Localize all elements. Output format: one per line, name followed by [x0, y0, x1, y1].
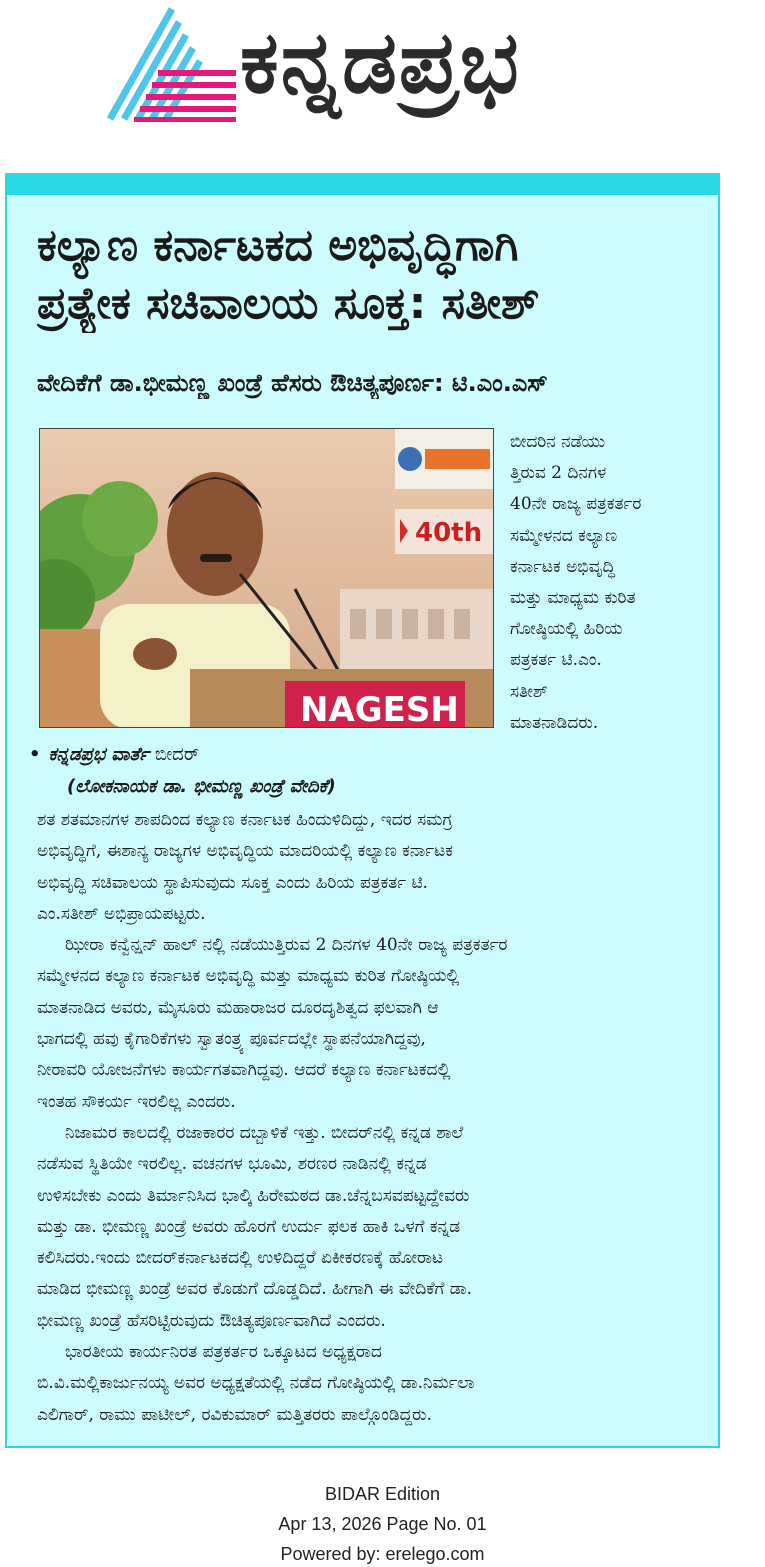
- podium-text: NAGESH: [300, 690, 459, 728]
- headline: [37, 217, 707, 333]
- caption-line: ಸಮ್ಮೇಳನದ ಕಲ್ಯಾಣ: [510, 525, 618, 546]
- byline: [29, 740, 199, 770]
- masthead-title: ಕನ್ನಡಪ್ರಭ: [240, 13, 521, 113]
- venue-line: (ಲೋಕನಾಯಕ ಡಾ. ಭೀಮಣ್ಣ ಖಂಡ್ರೆ ವೇದಿಕೆ): [67, 776, 336, 797]
- body-line: ಕಲಿಸಿದರು.ಇಂದು ಬೀದರ್‌ಕರ್ನಾಟಕದಲ್ಲಿ ಉಳಿದಿದ್ದರೆ ಏಕೀಕರಣಕ್ಕೆ ಹೋರಾಟ: [37, 1248, 444, 1269]
- body-line: ಎಂ.ಸತೀಶ್ ಅಭಿಪ್ರಾಯಪಟ್ಟರು.: [37, 903, 206, 924]
- body-line: ನಿಜಾಮರ ಕಾಲದಲ್ಲಿ ರಜಾಕಾರರ ದಬ್ಬಾಳಿಕೆ ಇತ್ತು. ಬೀದರ್‌ನಲ್ಲಿ ಕನ್ನಡ ಶಾಲೆ: [65, 1122, 464, 1143]
- speaker-photo-illustration: [40, 429, 494, 728]
- caption-line: ಕರ್ನಾಟಕ ಅಭಿವೃದ್ಧಿ: [510, 556, 616, 577]
- caption-line: 40ನೇ ರಾಜ್ಯ ಪತ್ರಕರ್ತರ: [510, 494, 642, 515]
- body-line: ಮಾತನಾಡಿದ ಅವರು, ಮೈಸೂರು ಮಹಾರಾಜರ ದೂರದೃಶಿತ್ವದ ಫಲವಾಗಿ ಆ: [37, 997, 439, 1018]
- newspaper-name: ಕನ್ನಡಪ್ರಭ ವಾರ್ತೆ: [48, 744, 149, 765]
- bullet-icon: •: [29, 744, 41, 765]
- headline-line-1: ಕಲ್ಯಾಣ ಕರ್ನಾಟಕದ ಅಭಿವೃದ್ಧಿಗಾಗಿ: [37, 220, 519, 271]
- body-line: ಭೀಮಣ್ಣ ಖಂಡ್ರೆ ಹೆಸರಿಟ್ಟಿರುವುದು ಔಚಿತ್ಯಪೂರ್ಣವಾಗಿದೆ ಎಂದರು.: [37, 1310, 386, 1331]
- caption-line: ಸತೀಶ್: [510, 681, 548, 702]
- caption-line: ಪತ್ರಕರ್ತ ಟಿ.ಎಂ.: [510, 650, 602, 671]
- body-line: ಅಭಿವೃದ್ಧಿ ಸಚಿವಾಲಯ ಸ್ಥಾಪಿಸುವುದು ಸೂಕ್ತ ಎಂದು ಹಿರಿಯ ಪತ್ರಕರ್ತ ಟಿ.: [37, 872, 428, 893]
- caption-line: ಬೀದರಿನ ನಡೆಯು: [510, 432, 606, 452]
- dateline-place: ಬೀದರ್: [154, 744, 200, 765]
- body-line: ಇಂತಹ ಸೌಕರ್ಯ ಇರಲಿಲ್ಲ ಎಂದರು.: [37, 1091, 236, 1112]
- article-clipping: [5, 173, 720, 1448]
- edition-label: BIDAR Edition: [324, 1484, 441, 1504]
- body-line: ಝೀರಾ ಕನ್ವೆನ್ಷನ್ ಹಾಲ್ ನಲ್ಲಿ ನಡೆಯುತ್ತಿರುವ 2 ದಿನಗಳ 40ನೇ ರಾಜ್ಯ ಪತ್ರಕರ್ತರ: [65, 935, 508, 956]
- body-line: ಶತ ಶತಮಾನಗಳ ಶಾಪದಿಂದ ಕಲ್ಯಾಣ ಕರ್ನಾಟಕ ಹಿಂದುಳಿದಿದ್ದು, ಇದರ ಸಮಗ್ರ: [37, 810, 453, 830]
- banner-text: 40th: [415, 518, 483, 548]
- caption-line: ತ್ತಿರುವ 2 ದಿನಗಳ: [510, 463, 607, 484]
- powered-by-link[interactable]: Powered by: erelego.com: [280, 1544, 485, 1564]
- photo-caption: [510, 427, 710, 739]
- masthead: [100, 4, 670, 154]
- caption-line: ಮಾತನಾಡಿದರು.: [510, 712, 599, 733]
- body-line: ನೀರಾವರಿ ಯೋಜನೆಗಳು ಕಾರ್ಯಗತವಾಗಿದ್ದವು. ಆದರೆ ಕಲ್ಯಾಣ ಕರ್ನಾಟಕದಲ್ಲಿ: [37, 1060, 451, 1081]
- kannadaprabha-logo-icon: [100, 4, 250, 124]
- body-line: ಭಾರತೀಯ ಕಾರ್ಯನಿರತ ಪತ್ರಕರ್ತರ ಒಕ್ಕೂಟದ ಅಧ್ಯಕ್ಷರಾದ: [65, 1342, 382, 1363]
- body-line: ಉಳಿಸಬೇಕು ಎಂದು ತಿರ್ಮಾನಿಸಿದ ಭಾಲ್ಕಿ ಹಿರೇಮಠದ ಡಾ.ಚೆನ್ನಬಸವಪಟ್ಟದ್ದೇವರು: [37, 1185, 470, 1206]
- body-line: ಮಾಡಿದ ಭೀಮಣ್ಣ ಖಂಡ್ರೆ ಅವರ ಕೊಡುಗೆ ದೊಡ್ಡದಿದೆ. ಹೀಗಾಗಿ ಈ ವೇದಿಕೆಗೆ ಡಾ.: [37, 1279, 473, 1300]
- article-photo: [39, 428, 494, 728]
- caption-line: ಮತ್ತು ಮಾಧ್ಯಮ ಕುರಿತ: [510, 588, 636, 609]
- caption-line: ಗೋಷ್ಠಿಯಲ್ಲಿ ಹಿರಿಯ: [510, 619, 623, 640]
- headline-line-2: ಪ್ರತ್ಯೇಕ ಸಚಿವಾಲಯ ಸೂಕ್ತ: ಸತೀಶ್: [37, 278, 540, 329]
- body-line: ಭಾಗದಲ್ಲಿ ಹವು ಕೈಗಾರಿಕೆಗಳು ಸ್ವಾತಂತ್ರ್ಯ ಪೂರ್ವದಲ್ಲೇ ಸ್ಥಾಪನೆಯಾಗಿದ್ದವು,: [37, 1029, 426, 1050]
- body-line: ಮತ್ತು ಡಾ. ಭೀಮಣ್ಣ ಖಂಡ್ರೆ ಅವರು ಹೊರಗೆ ಉರ್ದು ಫಲಕ ಹಾಕಿ ಒಳಗೆ ಕನ್ನಡ: [37, 1216, 461, 1237]
- body-line: ನಡೆಸುವ ಸ್ಥಿತಿಯೇ ಇರಲಿಲ್ಲ. ವಚನಗಳ ಭೂಮಿ, ಶರಣರ ನಾಡಿನಲ್ಲಿ ಕನ್ನಡ: [37, 1154, 427, 1175]
- clipping-top-bar: [7, 175, 718, 195]
- body-line: ಬಿ.ವಿ.ಮಲ್ಲಿಕಾರ್ಜುನಯ್ಯ ಅವರ ಅಧ್ಯಕ್ಷತೆಯಲ್ಲಿ ನಡೆದ ಗೋಷ್ಠಿಯಲ್ಲಿ ಡಾ.ನಿರ್ಮಲಾ: [37, 1373, 475, 1394]
- date-page-label: Apr 13, 2026 Page No. 01: [278, 1514, 487, 1534]
- body-line: ಅಭಿವೃದ್ಧಿಗೆ, ಈಶಾನ್ಯ ರಾಜ್ಯಗಳ ಅಭಿವೃದ್ಧಿಯ ಮಾದರಿಯಲ್ಲಿ ಕಲ್ಯಾಣ ಕರ್ನಾಟಕ: [37, 841, 453, 862]
- article-body: [37, 805, 707, 1431]
- subheadline: ವೇದಿಕೆಗೆ ಡಾ.ಭೀಮಣ್ಣ ಖಂಡ್ರೆ ಹೆಸರು ಔಚಿತ್ಯಪೂರ್ಣ: ಟಿ.ಎಂ.ಎಸ್: [37, 369, 548, 397]
- body-line: ಸಮ್ಮೇಳನದ ಕಲ್ಯಾಣ ಕರ್ನಾಟಕ ಅಭಿವೃದ್ಧಿ ಮತ್ತು ಮಾಧ್ಯಮ ಕುರಿತ ಗೋಷ್ಠಿಯಲ್ಲಿ: [37, 966, 460, 987]
- body-line: ಎಲಿಗಾರ್, ರಾಮು ಪಾಟೀಲ್, ರವಿಕುಮಾರ್ ಮತ್ತಿತರರು ಪಾಲ್ಗೊಂಡಿದ್ದರು.: [37, 1404, 432, 1425]
